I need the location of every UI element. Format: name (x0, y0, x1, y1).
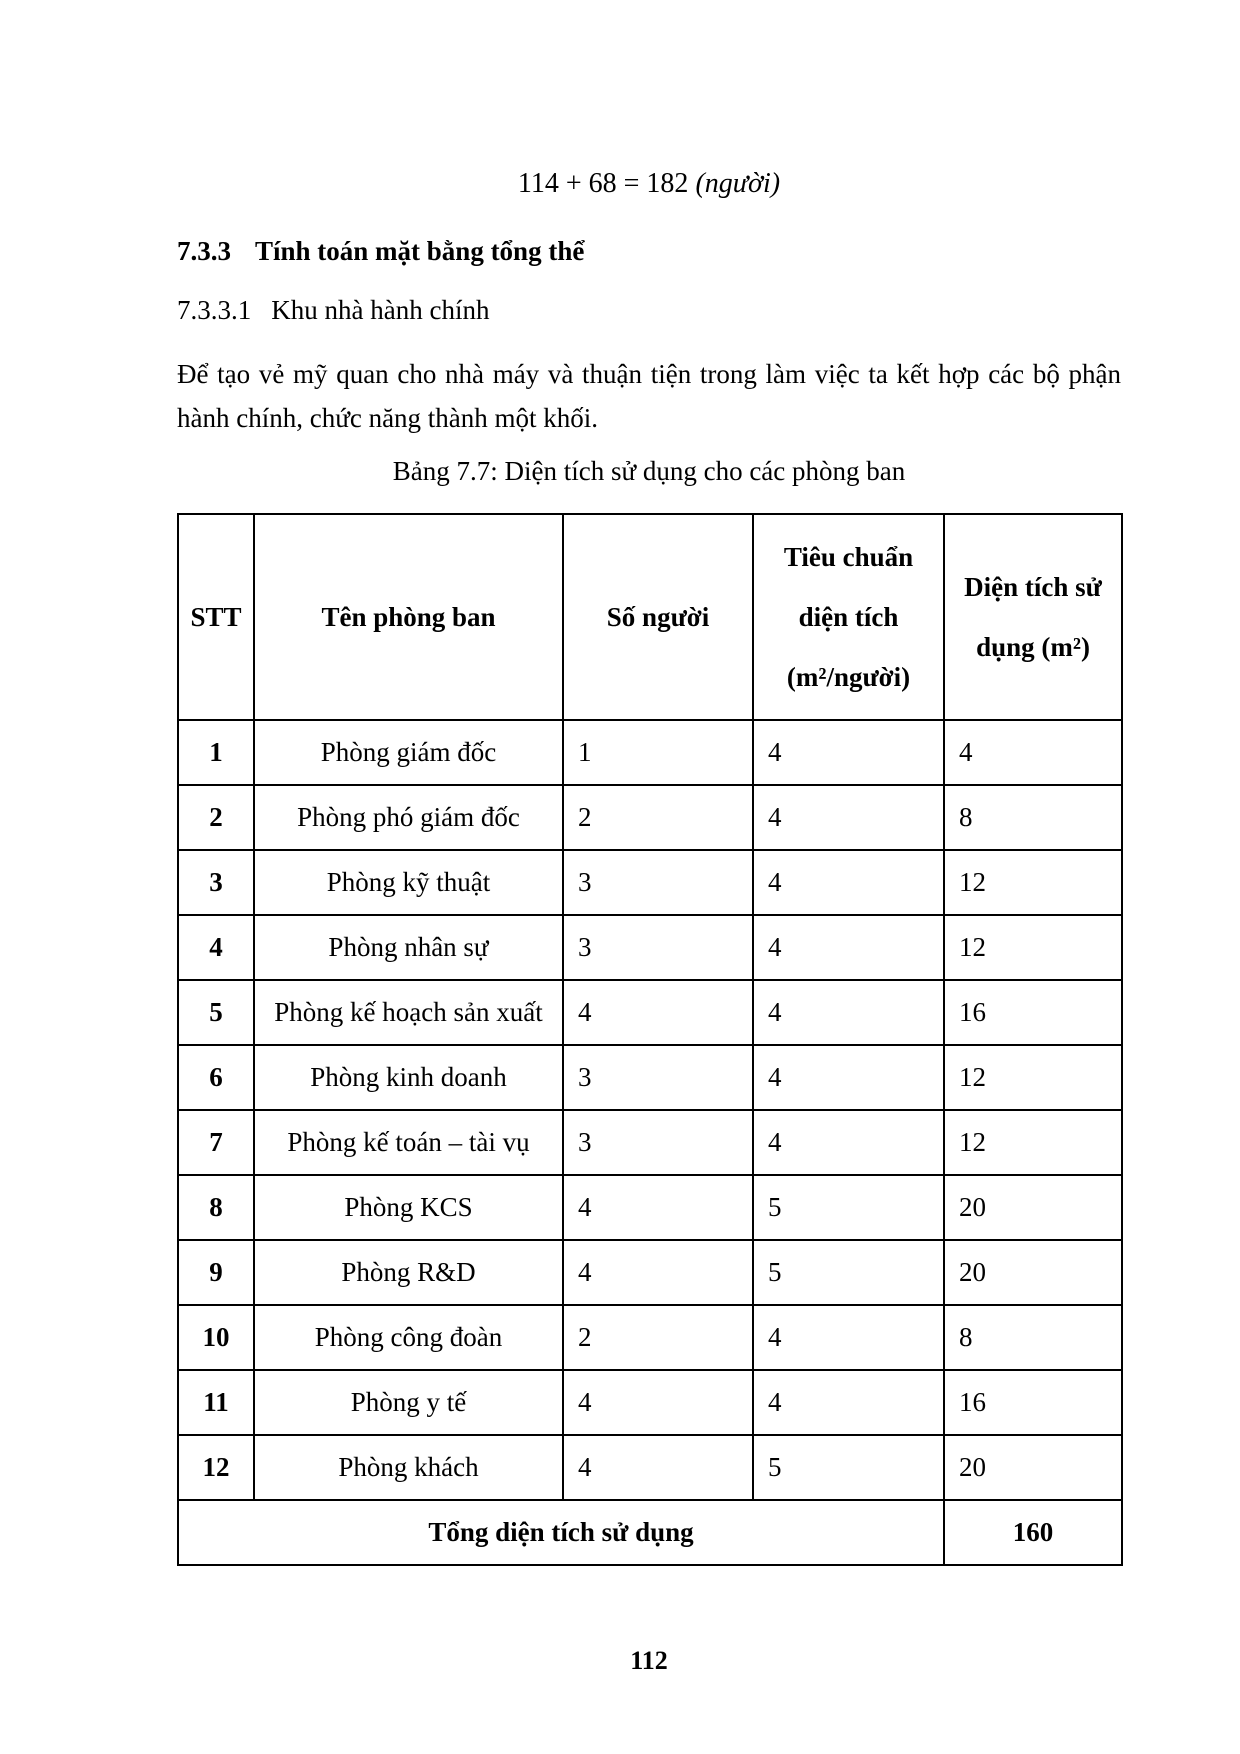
formula-unit-text: (người) (695, 168, 781, 199)
cell-people: 3 (563, 915, 753, 980)
cell-name: Phòng y tế (254, 1370, 563, 1435)
page-number: 112 (630, 1646, 668, 1675)
cell-people: 3 (563, 1045, 753, 1110)
cell-std: 4 (753, 720, 944, 785)
cell-std: 4 (753, 1045, 944, 1110)
cell-area: 4 (944, 720, 1122, 785)
cell-people: 4 (563, 1370, 753, 1435)
table-row (178, 1305, 1122, 1370)
formula-expression: 114 + 68 = 182 (517, 168, 689, 199)
table-caption: Bảng 7.7: Diện tích sử dụng cho các phòng ban (392, 456, 906, 486)
cell-stt: 8 (178, 1175, 254, 1240)
cell-people: 2 (563, 785, 753, 850)
cell-std: 4 (753, 1110, 944, 1175)
cell-name: Phòng kỹ thuật (254, 850, 563, 915)
body-paragraph: Để tạo vẻ mỹ quan cho nhà máy và thuận tiện trong làm việc ta kết hợp các bộ phận hành chính, chức năng thành một khối. (177, 359, 1121, 433)
cell-stt: 5 (178, 980, 254, 1045)
table-row (178, 1045, 1122, 1110)
cell-area: 20 (944, 1435, 1122, 1500)
subsection-number: 7.3.3.1 (177, 295, 252, 325)
formula-line (177, 0, 1121, 200)
table-row (178, 980, 1122, 1045)
cell-stt: 10 (178, 1305, 254, 1370)
cell-area: 12 (944, 1045, 1122, 1110)
cell-people: 4 (563, 1435, 753, 1500)
table-row (178, 720, 1122, 785)
table-row (178, 1240, 1122, 1305)
cell-people: 4 (563, 1175, 753, 1240)
cell-area: 16 (944, 1370, 1122, 1435)
cell-name: Phòng công đoàn (254, 1305, 563, 1370)
table-row (178, 850, 1122, 915)
cell-people: 1 (563, 720, 753, 785)
table-footer-row (178, 1500, 1122, 1565)
cell-stt: 9 (178, 1240, 254, 1305)
column-header-dien-tich: Diện tích sử dụng (m²) (944, 514, 1122, 720)
cell-area: 16 (944, 980, 1122, 1045)
cell-stt: 3 (178, 850, 254, 915)
cell-area: 8 (944, 1305, 1122, 1370)
cell-stt: 11 (178, 1370, 254, 1435)
subsection-heading-7331 (177, 295, 1121, 326)
cell-name: Phòng KCS (254, 1175, 563, 1240)
cell-people: 3 (563, 1110, 753, 1175)
area-usage-table (177, 513, 1123, 1566)
cell-std: 4 (753, 980, 944, 1045)
cell-std: 5 (753, 1435, 944, 1500)
formula-unit (695, 168, 780, 199)
table-footer-label: Tổng diện tích sử dụng (178, 1500, 944, 1565)
table-row (178, 785, 1122, 850)
section-title: Tính toán mặt bằng tổng thể (255, 236, 585, 266)
column-header-stt: STT (178, 514, 254, 720)
cell-people: 4 (563, 1240, 753, 1305)
cell-people: 2 (563, 1305, 753, 1370)
section-heading-733 (177, 236, 1121, 267)
cell-stt: 2 (178, 785, 254, 850)
cell-std: 4 (753, 1305, 944, 1370)
cell-stt: 12 (178, 1435, 254, 1500)
content-column (177, 0, 1121, 1676)
table-row (178, 1435, 1122, 1500)
column-header-ten-phong-ban: Tên phòng ban (254, 514, 563, 720)
column-header-so-nguoi: Số người (563, 514, 753, 720)
table-row (178, 1110, 1122, 1175)
cell-std: 4 (753, 1370, 944, 1435)
cell-std: 4 (753, 915, 944, 980)
cell-stt: 6 (178, 1045, 254, 1110)
cell-name: Phòng kế toán – tài vụ (254, 1110, 563, 1175)
cell-std: 4 (753, 850, 944, 915)
column-header-tieu-chuan: Tiêu chuẩn diện tích (m²/người) (753, 514, 944, 720)
cell-people: 4 (563, 980, 753, 1045)
cell-std: 5 (753, 1175, 944, 1240)
cell-name: Phòng giám đốc (254, 720, 563, 785)
cell-people: 3 (563, 850, 753, 915)
section-number: 7.3.3 (177, 236, 231, 266)
cell-name: Phòng phó giám đốc (254, 785, 563, 850)
cell-area: 20 (944, 1175, 1122, 1240)
cell-name: Phòng R&D (254, 1240, 563, 1305)
cell-std: 4 (753, 785, 944, 850)
header-row (178, 514, 1122, 720)
cell-std: 5 (753, 1240, 944, 1305)
cell-stt: 7 (178, 1110, 254, 1175)
cell-area: 12 (944, 1110, 1122, 1175)
cell-area: 12 (944, 850, 1122, 915)
cell-name: Phòng kinh doanh (254, 1045, 563, 1110)
cell-name: Phòng kế hoạch sản xuất (254, 980, 563, 1045)
table-row (178, 915, 1122, 980)
cell-area: 12 (944, 915, 1122, 980)
table-footer-value: 160 (944, 1500, 1122, 1565)
cell-area: 20 (944, 1240, 1122, 1305)
subsection-title: Khu nhà hành chính (271, 295, 490, 325)
cell-name: Phòng khách (254, 1435, 563, 1500)
cell-name: Phòng nhân sự (254, 915, 563, 980)
table-row (178, 1175, 1122, 1240)
cell-area: 8 (944, 785, 1122, 850)
cell-stt: 1 (178, 720, 254, 785)
table-row (178, 1370, 1122, 1435)
cell-stt: 4 (178, 915, 254, 980)
